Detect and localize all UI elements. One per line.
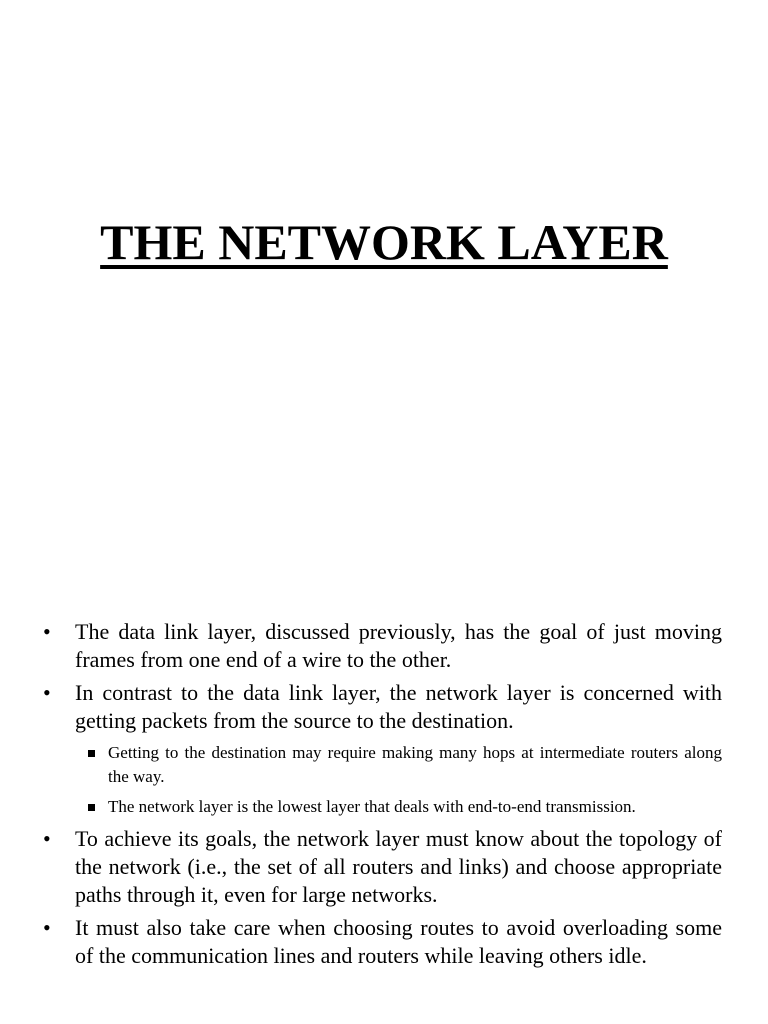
bullet-item	[40, 914, 722, 970]
bullet-item	[40, 825, 722, 909]
bullet-text: To achieve its goals, the network layer must know about the topology of the network (i.e., the set of all routers and links) and choose appropriate paths through it, even for large networks.	[75, 826, 722, 907]
bullet-marker: •	[43, 826, 51, 851]
bullet-marker: •	[43, 680, 51, 705]
body-content	[40, 618, 722, 975]
bullet-item	[40, 679, 722, 819]
bullet-item	[40, 618, 722, 674]
bullet-list	[40, 618, 722, 970]
square-bullet-icon	[88, 804, 95, 811]
sub-bullet-text: Getting to the destination may require making many hops at intermediate routers along the way.	[108, 743, 722, 786]
bullet-text: It must also take care when choosing routes to avoid overloading some of the communication lines and routers while leaving others idle.	[75, 915, 722, 968]
bullet-text: In contrast to the data link layer, the network layer is concerned with getting packets from the source to the destination.	[75, 680, 722, 733]
bullet-text: The data link layer, discussed previously, has the goal of just moving frames from one end of a wire to the other.	[75, 619, 722, 672]
square-bullet-icon	[88, 750, 95, 757]
bullet-marker: •	[43, 619, 51, 644]
page-title: THE NETWORK LAYER	[100, 214, 668, 270]
sub-bullet-item	[75, 795, 722, 819]
sub-bullet-list	[75, 741, 722, 819]
sub-bullet-item	[75, 741, 722, 789]
bullet-marker: •	[43, 915, 51, 940]
sub-bullet-text: The network layer is the lowest layer that deals with end-to-end transmission.	[108, 797, 636, 816]
